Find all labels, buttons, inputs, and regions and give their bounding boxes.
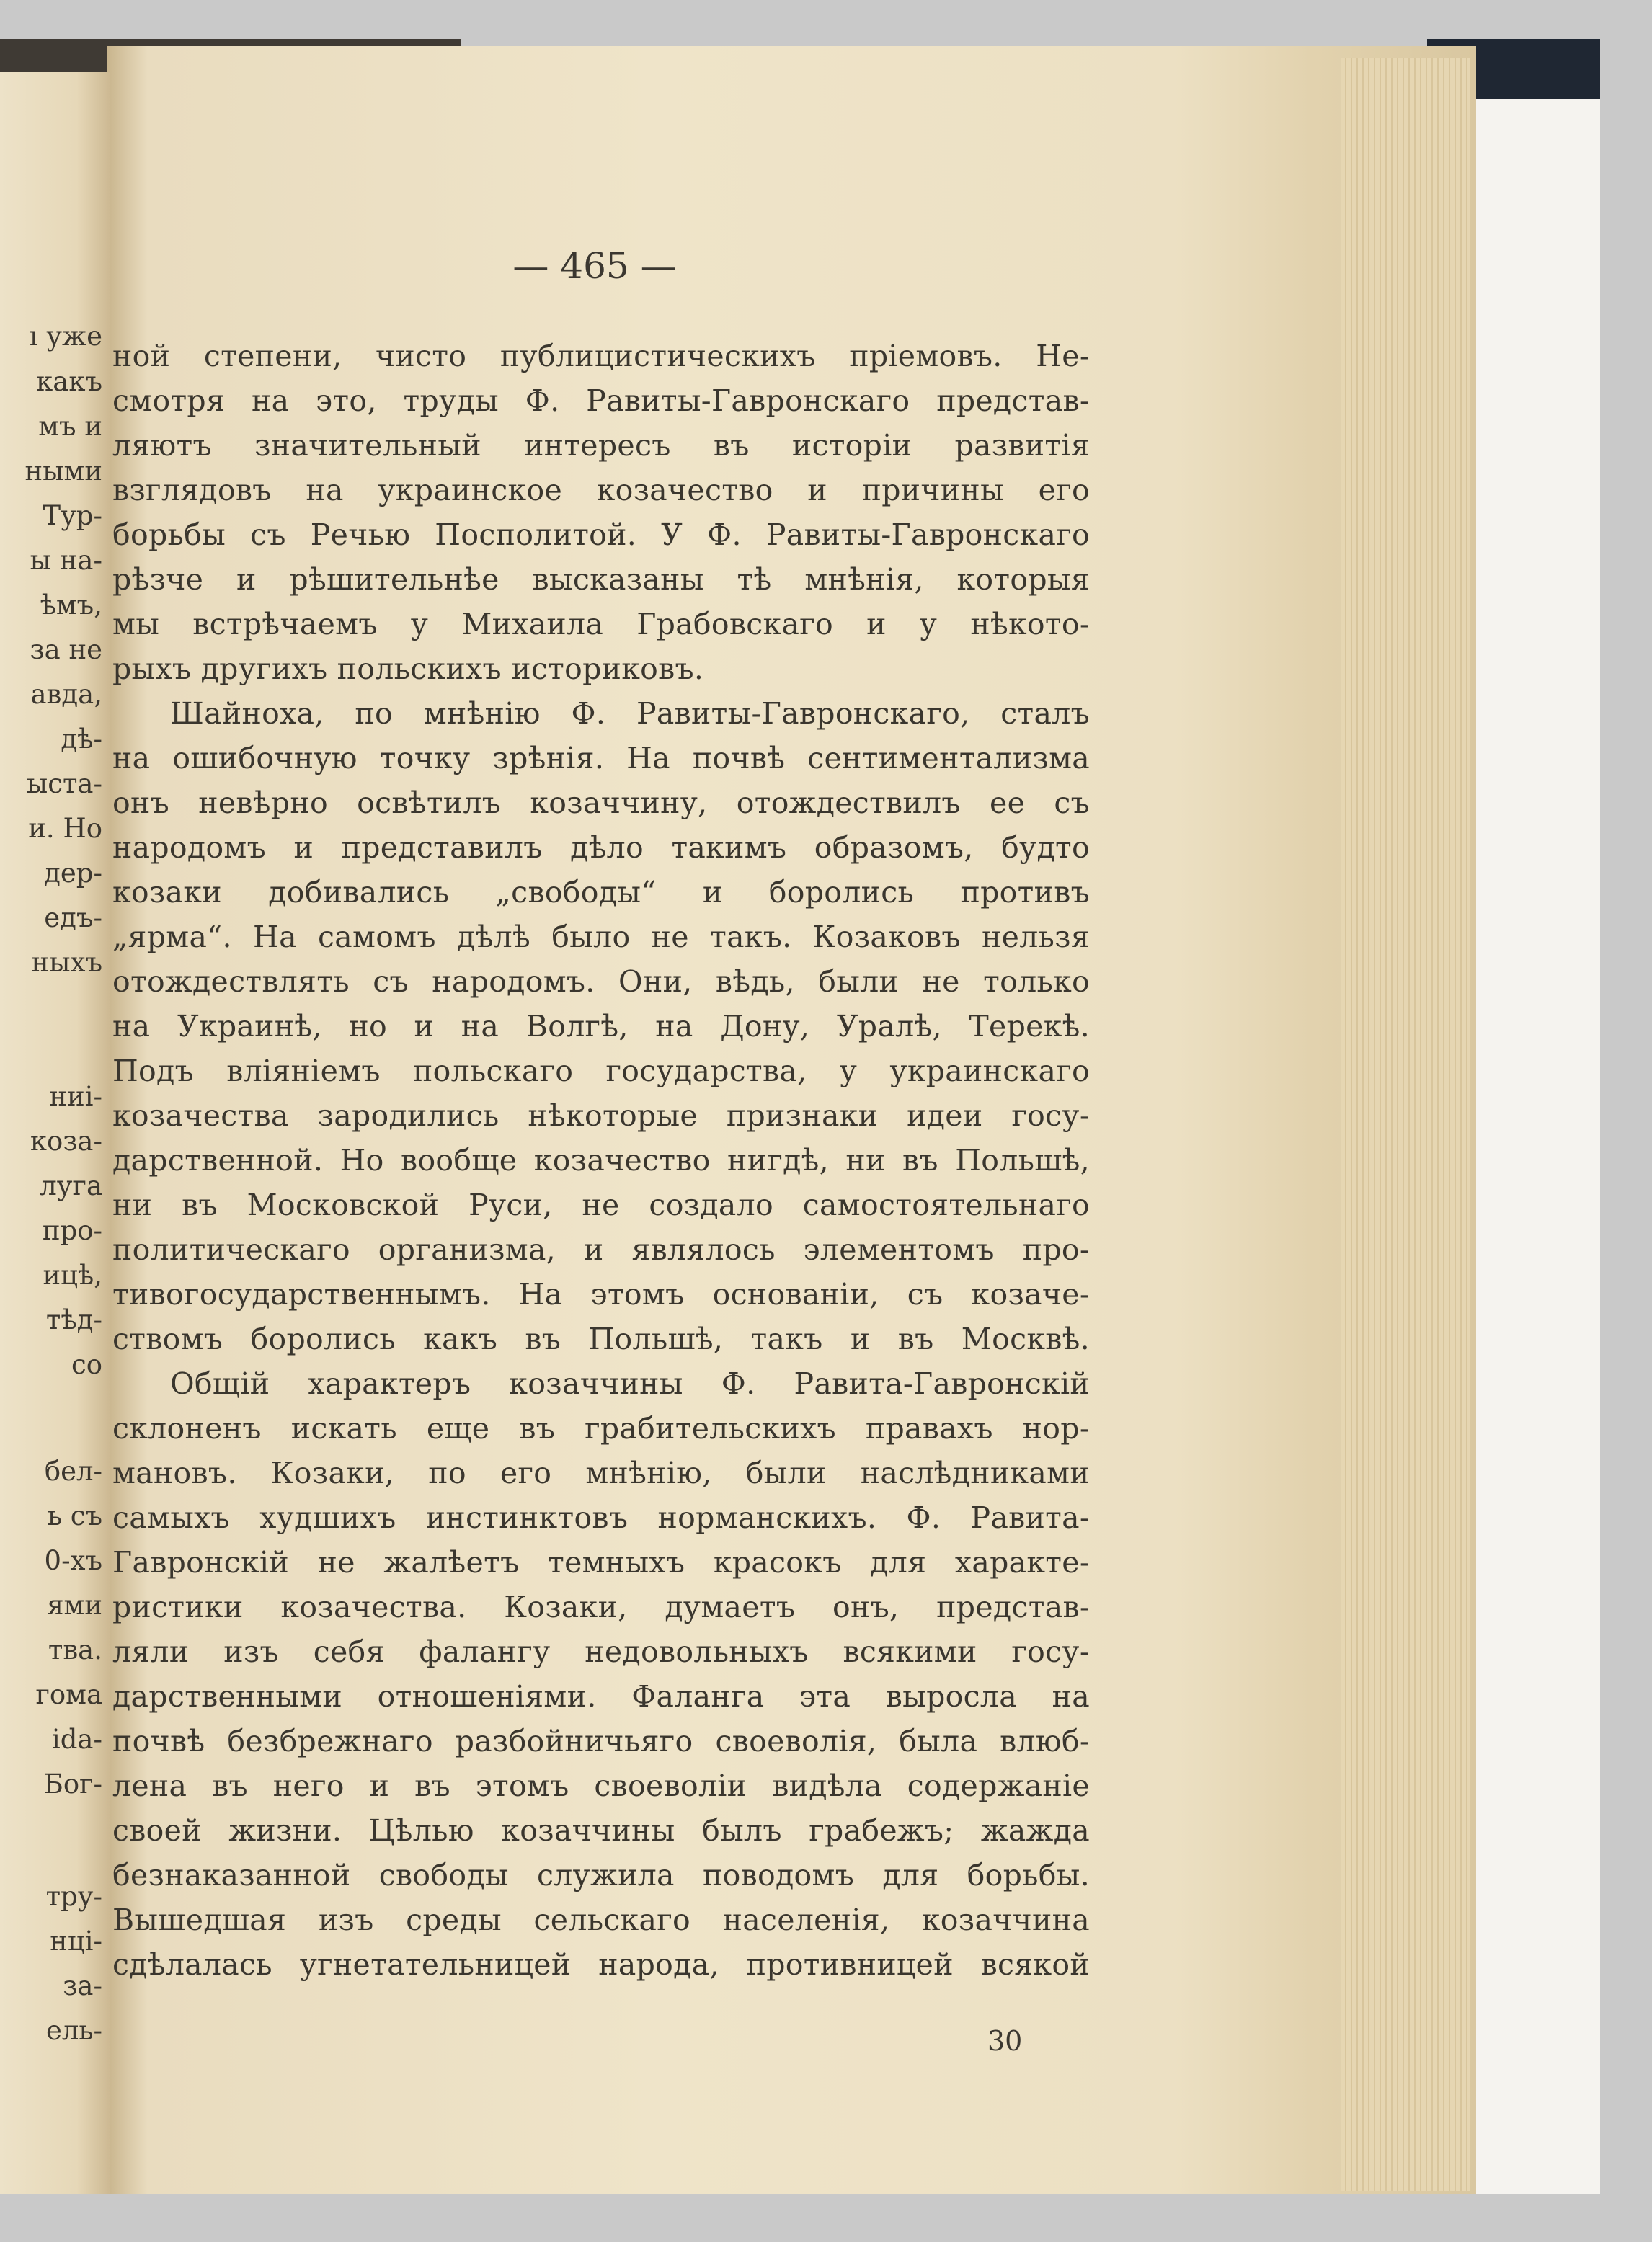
left-page-fragment: коза- (30, 1126, 102, 1157)
left-page-fragment: Тур- (43, 500, 102, 531)
left-page-fragment: и. Но (28, 813, 102, 844)
left-page-fragment: ель- (45, 2015, 102, 2046)
text-line: почвѣ безбрежнаго разбойничьяго своеволія, была влюб- (112, 1724, 1090, 1758)
text-line: борьбы съ Речью Посполитой. У Ф. Равиты-Гавронскаго (112, 517, 1090, 552)
text-line: склоненъ искать еще въ грабительскихъ правахъ нор- (112, 1411, 1090, 1446)
text-line: своей жизни. Цѣлью козаччины былъ грабежъ; жажда (112, 1813, 1090, 1848)
text-line: рыхъ другихъ польскихъ историковъ. (112, 651, 704, 686)
left-page-fragment: мъ и (38, 411, 102, 442)
text-line: ствомъ боролись какъ въ Польшѣ, такъ и въ Москвѣ. (112, 1322, 1090, 1356)
text-line: рѣзче и рѣшительнѣе высказаны тѣ мнѣнія, которыя (112, 562, 1090, 597)
text-line: народомъ и представилъ дѣло такимъ образомъ, будто (112, 830, 1090, 865)
left-page-fragment: про- (42, 1215, 102, 1246)
left-page-fragment: за не (30, 634, 102, 665)
text-line: сдѣлалась угнетательницей народа, противницей всякой (112, 1947, 1090, 1982)
left-page-fragment: ицѣ, (43, 1260, 102, 1291)
text-line: на Украинѣ, но и на Волгѣ, на Дону, Уралѣ, Терекѣ. (112, 1009, 1090, 1044)
text-line: ни въ Московской Руси, не создало самостоятельнаго (112, 1188, 1090, 1222)
text-line: „ярма“. На самомъ дѣлѣ было не такъ. Козаковъ нельзя (112, 920, 1090, 954)
text-line: дарственными отношеніями. Фаланга эта выросла на (112, 1679, 1090, 1714)
left-page-fragment: за- (63, 1970, 102, 2001)
left-page-fragment: Бог- (43, 1769, 102, 1800)
left-page-fragment: какъ (36, 366, 102, 397)
left-page-fragment: луга (40, 1170, 102, 1201)
text-line: взглядовъ на украинское козачество и причины его (112, 473, 1090, 507)
left-page-fragment: со (71, 1349, 102, 1380)
text-line: мановъ. Козаки, по его мнѣнію, были наслѣдниками (112, 1456, 1090, 1490)
text-line: на ошибочную точку зрѣнія. На почвѣ сентиментализма (112, 741, 1090, 775)
text-line: Гавронскій не жалѣетъ темныхъ красокъ для характе- (112, 1545, 1090, 1580)
text-line: самыхъ худшихъ инстинктовъ норманскихъ. Ф. Равита- (112, 1500, 1090, 1535)
text-line: лена въ него и въ этомъ своеволіи видѣла содержаніе (112, 1769, 1090, 1803)
text-line: тивогосударственнымъ. На этомъ основаніи, съ козаче- (112, 1277, 1090, 1312)
text-line: Вышедшая изъ среды сельскаго населенія, козаччина (112, 1903, 1090, 1937)
left-page-fragment: ныхъ (31, 947, 102, 978)
left-page-fragment: ida- (51, 1724, 102, 1755)
left-page-fragment: тва. (48, 1634, 102, 1665)
left-page-fragment: тру- (45, 1881, 102, 1912)
text-line: Общій характеръ козаччины Ф. Равита-Гавронскій (170, 1366, 1090, 1401)
text-line: козачества зародились нѣкоторые признаки идеи госу- (112, 1098, 1090, 1133)
left-page-fragment: едъ- (44, 902, 102, 933)
left-page-fragment: дѣ- (61, 724, 102, 755)
left-page-fragment: бел- (44, 1456, 102, 1487)
left-page-fragment: ı уже (29, 321, 102, 352)
text-line: ляютъ значительный интересъ въ исторіи развитія (112, 428, 1090, 463)
left-page-fragment: ями (47, 1590, 102, 1621)
left-page-fragment: ь съ (47, 1500, 102, 1531)
text-line: мы встрѣчаемъ у Михаила Грабовскаго и у нѣкото- (112, 607, 1090, 641)
text-line: ной степени, чисто публицистическихъ пріемовъ. Не- (112, 339, 1090, 373)
text-line: ристики козачества. Козаки, думаетъ онъ, представ- (112, 1590, 1090, 1624)
text-line: Шайноха, по мнѣнію Ф. Равиты-Гавронскаго, сталъ (170, 696, 1090, 731)
left-page-fragment: ѣмъ, (40, 590, 102, 620)
left-page-fragment: тѣд- (45, 1304, 102, 1335)
text-line: политическаго организма, и являлось элементомъ про- (112, 1232, 1090, 1267)
text-line: ляли изъ себя фалангу недовольныхъ всякими госу- (112, 1634, 1090, 1669)
left-page-fragment: ыста- (26, 768, 102, 799)
left-page-fragment: ными (25, 455, 102, 486)
text-line: безнаказанной свободы служила поводомъ для борьбы. (112, 1858, 1090, 1892)
text-line: отождествлять съ народомъ. Они, вѣдь, были не только (112, 964, 1090, 999)
text-line: Подъ вліяніемъ польскаго государства, у украинскаго (112, 1054, 1090, 1088)
left-page-fragment: дер- (44, 858, 102, 889)
page-edges (1341, 58, 1470, 2191)
text-line: дарственной. Но вообще козачество нигдѣ, ни въ Польшѣ, (112, 1143, 1090, 1178)
left-page (0, 72, 110, 2194)
left-page-fragment: гома (35, 1679, 102, 1710)
left-page-fragment: ы на- (30, 545, 102, 576)
left-page-fragment: ниі- (49, 1081, 102, 1112)
signature-mark: 30 (987, 2025, 1023, 2057)
text-line: козаки добивались „свободы“ и боролись противъ (112, 875, 1090, 909)
left-page-fragment: авда, (30, 679, 102, 710)
left-page-fragment: 0-хъ (44, 1545, 102, 1576)
page-number: — 465 — (512, 245, 677, 287)
background-paper-right (1470, 99, 1600, 2194)
left-page-fragment: нці- (50, 1926, 102, 1957)
text-line: онъ невѣрно освѣтилъ козаччину, отождествилъ ее съ (112, 786, 1090, 820)
text-line: смотря на это, труды Ф. Равиты-Гавронскаго представ- (112, 383, 1090, 418)
